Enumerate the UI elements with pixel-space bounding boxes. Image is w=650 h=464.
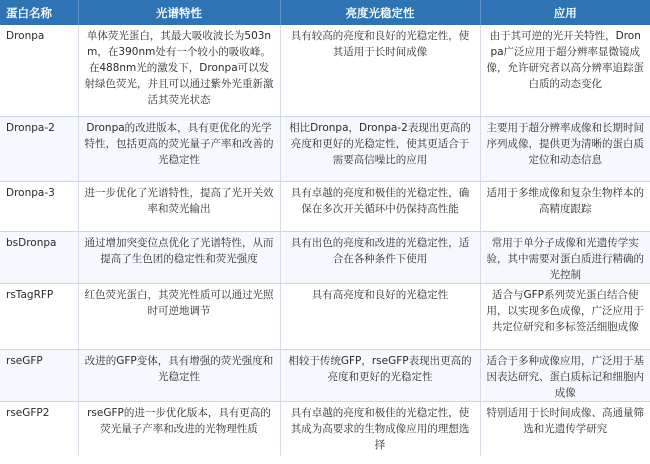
- brightness-cell: 相比Dronpa，Dronpa-2表现出更高的亮度和更好的光稳定性，使其更适合于需要高信噪比的应用: [280, 117, 480, 182]
- spectral-cell: 进一步优化了光谱特性，提高了光开关效率和荧光输出: [78, 182, 280, 232]
- application-cell: 由于其可逆的光开关特性，Dronpa广泛应用于超分辨率显微镜成像，允许研究者以高分辨率追踪蛋白质的动态变化: [480, 25, 650, 117]
- table-row: [0, 284, 650, 350]
- application-cell: 常用于单分子成像和光遗传学实验，其中需要对蛋白质进行精确的光控制: [480, 232, 650, 284]
- header-brightness-stability: 亮度光稳定性: [280, 0, 480, 25]
- brightness-cell: 具有卓越的亮度和极佳的光稳定性，使其成为高要求的生物成像应用的理想选择: [280, 402, 480, 457]
- table-row: [0, 117, 650, 182]
- application-cell: 适合与GFP系列荧光蛋白结合使用，以实现多色成像，广泛应用于共定位研究和多标签活细胞成像: [480, 284, 650, 350]
- brightness-cell: 具有卓越的亮度和极佳的光稳定性，确保在多次开关循环中仍保持高性能: [280, 182, 480, 232]
- spectral-cell: 单体荧光蛋白，其最大吸收波长为503nm，在390nm处有一个较小的吸收峰。在488nm光的激发下，Dronpa可以发射绿色荧光，并且可以通过紫外光重新激活其荧光状态: [78, 25, 280, 117]
- table-row: [0, 232, 650, 284]
- application-cell: 特别适用于长时间成像、高通量筛选和光遗传学研究: [486, 407, 644, 435]
- protein-name-cell: rseGFP: [0, 350, 78, 402]
- application-cell: 主要用于超分辨率成像和长期时间序列成像，提供更为清晰的蛋白质定位和动态信息: [480, 117, 650, 182]
- protein-name-cell: Dronpa-3: [0, 182, 78, 232]
- header-spectral-properties: 光谱特性: [78, 0, 280, 25]
- header-application: 应用: [480, 0, 650, 25]
- protein-name-cell: Dronpa: [0, 25, 78, 117]
- protein-name-cell: rsTagRFP: [0, 284, 78, 350]
- table-header-row: [0, 0, 650, 25]
- brightness-cell: 具有较高的亮度和良好的光稳定性，使其适用于长时间成像: [280, 25, 480, 117]
- spectral-cell: 改进的GFP变体，具有增强的荧光强度和光稳定性: [78, 350, 280, 402]
- brightness-cell: 相较于传统GFP，rseGFP表现出更高的亮度和更好的光稳定性: [280, 350, 480, 402]
- spectral-cell: 红色荧光蛋白，其荧光性质可以通过光照时可逆地调节: [78, 284, 280, 350]
- spectral-cell: Dronpa的改进版本，具有更优化的光学特性，包括更高的荧光量子产率和改善的光稳定性: [78, 117, 280, 182]
- protein-name-cell: bsDronpa: [0, 232, 78, 284]
- header-protein-name: 蛋白名称: [0, 0, 78, 25]
- table-row: [0, 402, 650, 457]
- protein-name-cell: rseGFP2: [0, 402, 78, 457]
- brightness-cell: 具有高亮度和良好的光稳定性: [280, 284, 480, 350]
- table-row: [0, 350, 650, 402]
- protein-name-cell: Dronpa-2: [0, 117, 78, 182]
- spectral-cell: 通过增加突变位点优化了光谱特性，从而提高了生色团的稳定性和荧光强度: [78, 232, 280, 284]
- application-cell: 适合于多种成像应用，广泛用于基因表达研究、蛋白质标记和细胞内成像: [480, 350, 650, 402]
- brightness-cell: 具有出色的亮度和改进的光稳定性，适合在各种条件下使用: [280, 232, 480, 284]
- spectral-cell: rseGFP的进一步优化版本，具有更高的荧光量子产率和改进的光物理性质: [78, 402, 280, 457]
- table-row: [0, 25, 650, 117]
- table-row: [0, 182, 650, 232]
- application-cell: 适用于多维成像和复杂生物样本的高精度跟踪: [480, 182, 650, 232]
